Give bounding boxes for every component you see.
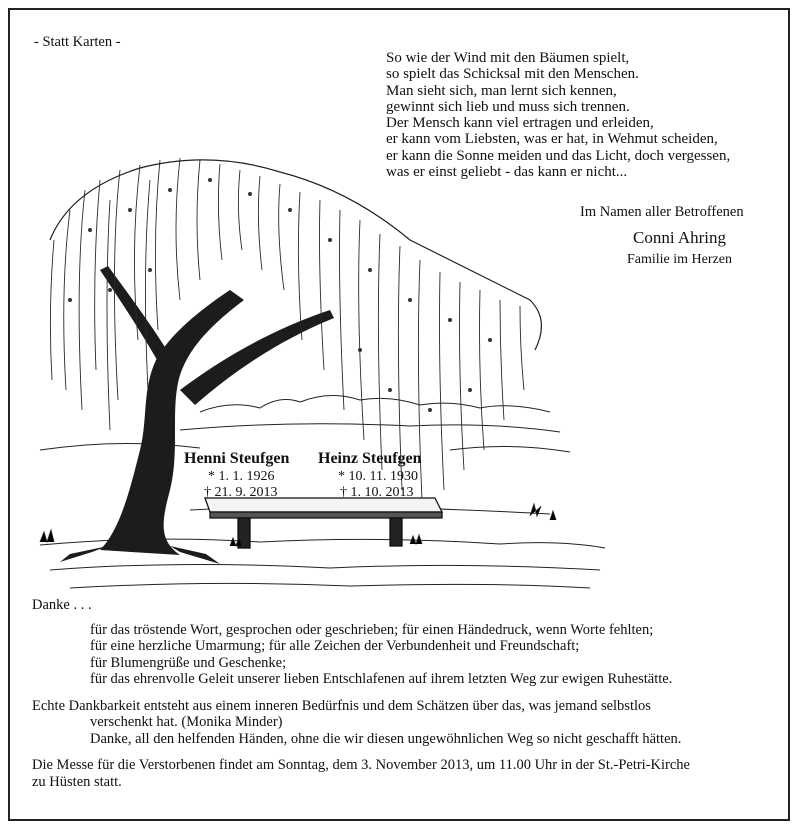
thanks-intro: Danke . . . (32, 597, 92, 613)
poem-line: gewinnt sich lieb und muss sich trennen. (386, 98, 630, 115)
thanks-item: für eine herzliche Umarmung; für alle Zeichen der Verbundenheit und Freundschaft; (90, 638, 580, 654)
thanks-item: für Blumengrüße und Geschenke; (90, 654, 287, 671)
deceased-died-henni: † 21. 9. 2013 (204, 485, 278, 500)
signature-intro: Im Namen aller Betroffenen (580, 204, 744, 220)
deceased-born-henni: * 1. 1. 1926 (208, 469, 275, 484)
deceased-born-heinz: * 10. 11. 1930 (338, 469, 418, 484)
poem-line: so spielt das Schicksal mit den Menschen. (386, 66, 639, 83)
quote-attribution: verschenkt hat. (Monika Minder) (90, 714, 283, 730)
quote-line: Echte Dankbarkeit entsteht aus einem inneren Bedürfnis und dem Schätzen über das, was jemand selbstlos (32, 697, 651, 714)
willow-tree-illustration (30, 150, 610, 595)
signature-family: Familie im Herzen (627, 252, 732, 267)
signature-name: Conni Ahring (633, 228, 727, 247)
thanks-item: für das ehrenvolle Geleit unserer lieben Entschlafenen auf ihrem letzten Weg zur ewigen Ruhestätte. (90, 671, 673, 687)
thanks-section (32, 597, 772, 790)
poem-line: Man sieht sich, man lernt sich kennen, (386, 82, 617, 99)
deceased-name-henni: Henni Steufgen (184, 450, 290, 467)
thanks-item: für das tröstende Wort, gesprochen oder geschrieben; für einen Händedruck, wenn Worte fehlten; (90, 621, 654, 638)
poem-line: So wie der Wind mit den Bäumen spielt, (386, 50, 630, 66)
mass-notice-line: zu Hüsten statt. (32, 773, 122, 790)
deceased-name-heinz: Heinz Steufgen (318, 450, 422, 467)
poem-line: er kann die Sonne meiden und das Licht, doch vergessen, (386, 147, 731, 164)
poem-line: was er einst geliebt - das kann er nicht... (386, 164, 628, 181)
deceased-died-heinz: † 1. 10. 2013 (340, 485, 414, 500)
helpers-thanks: Danke, all den helfenden Händen, ohne die wir diesen ungewöhnlichen Weg so nicht geschafft hätten. (90, 730, 682, 747)
mass-notice-line: Die Messe für die Verstorbenen findet am Sonntag, dem 3. November 2013, um 11.00 Uhr in der St.-Petri-Kirche (32, 757, 690, 773)
poem-line: er kann vom Liebsten, was er hat, in Wehmut scheiden, (386, 131, 718, 148)
poem-line: Der Mensch kann viel ertragen und erleiden, (386, 115, 654, 132)
statt-karten-label: - Statt Karten - (34, 34, 121, 50)
